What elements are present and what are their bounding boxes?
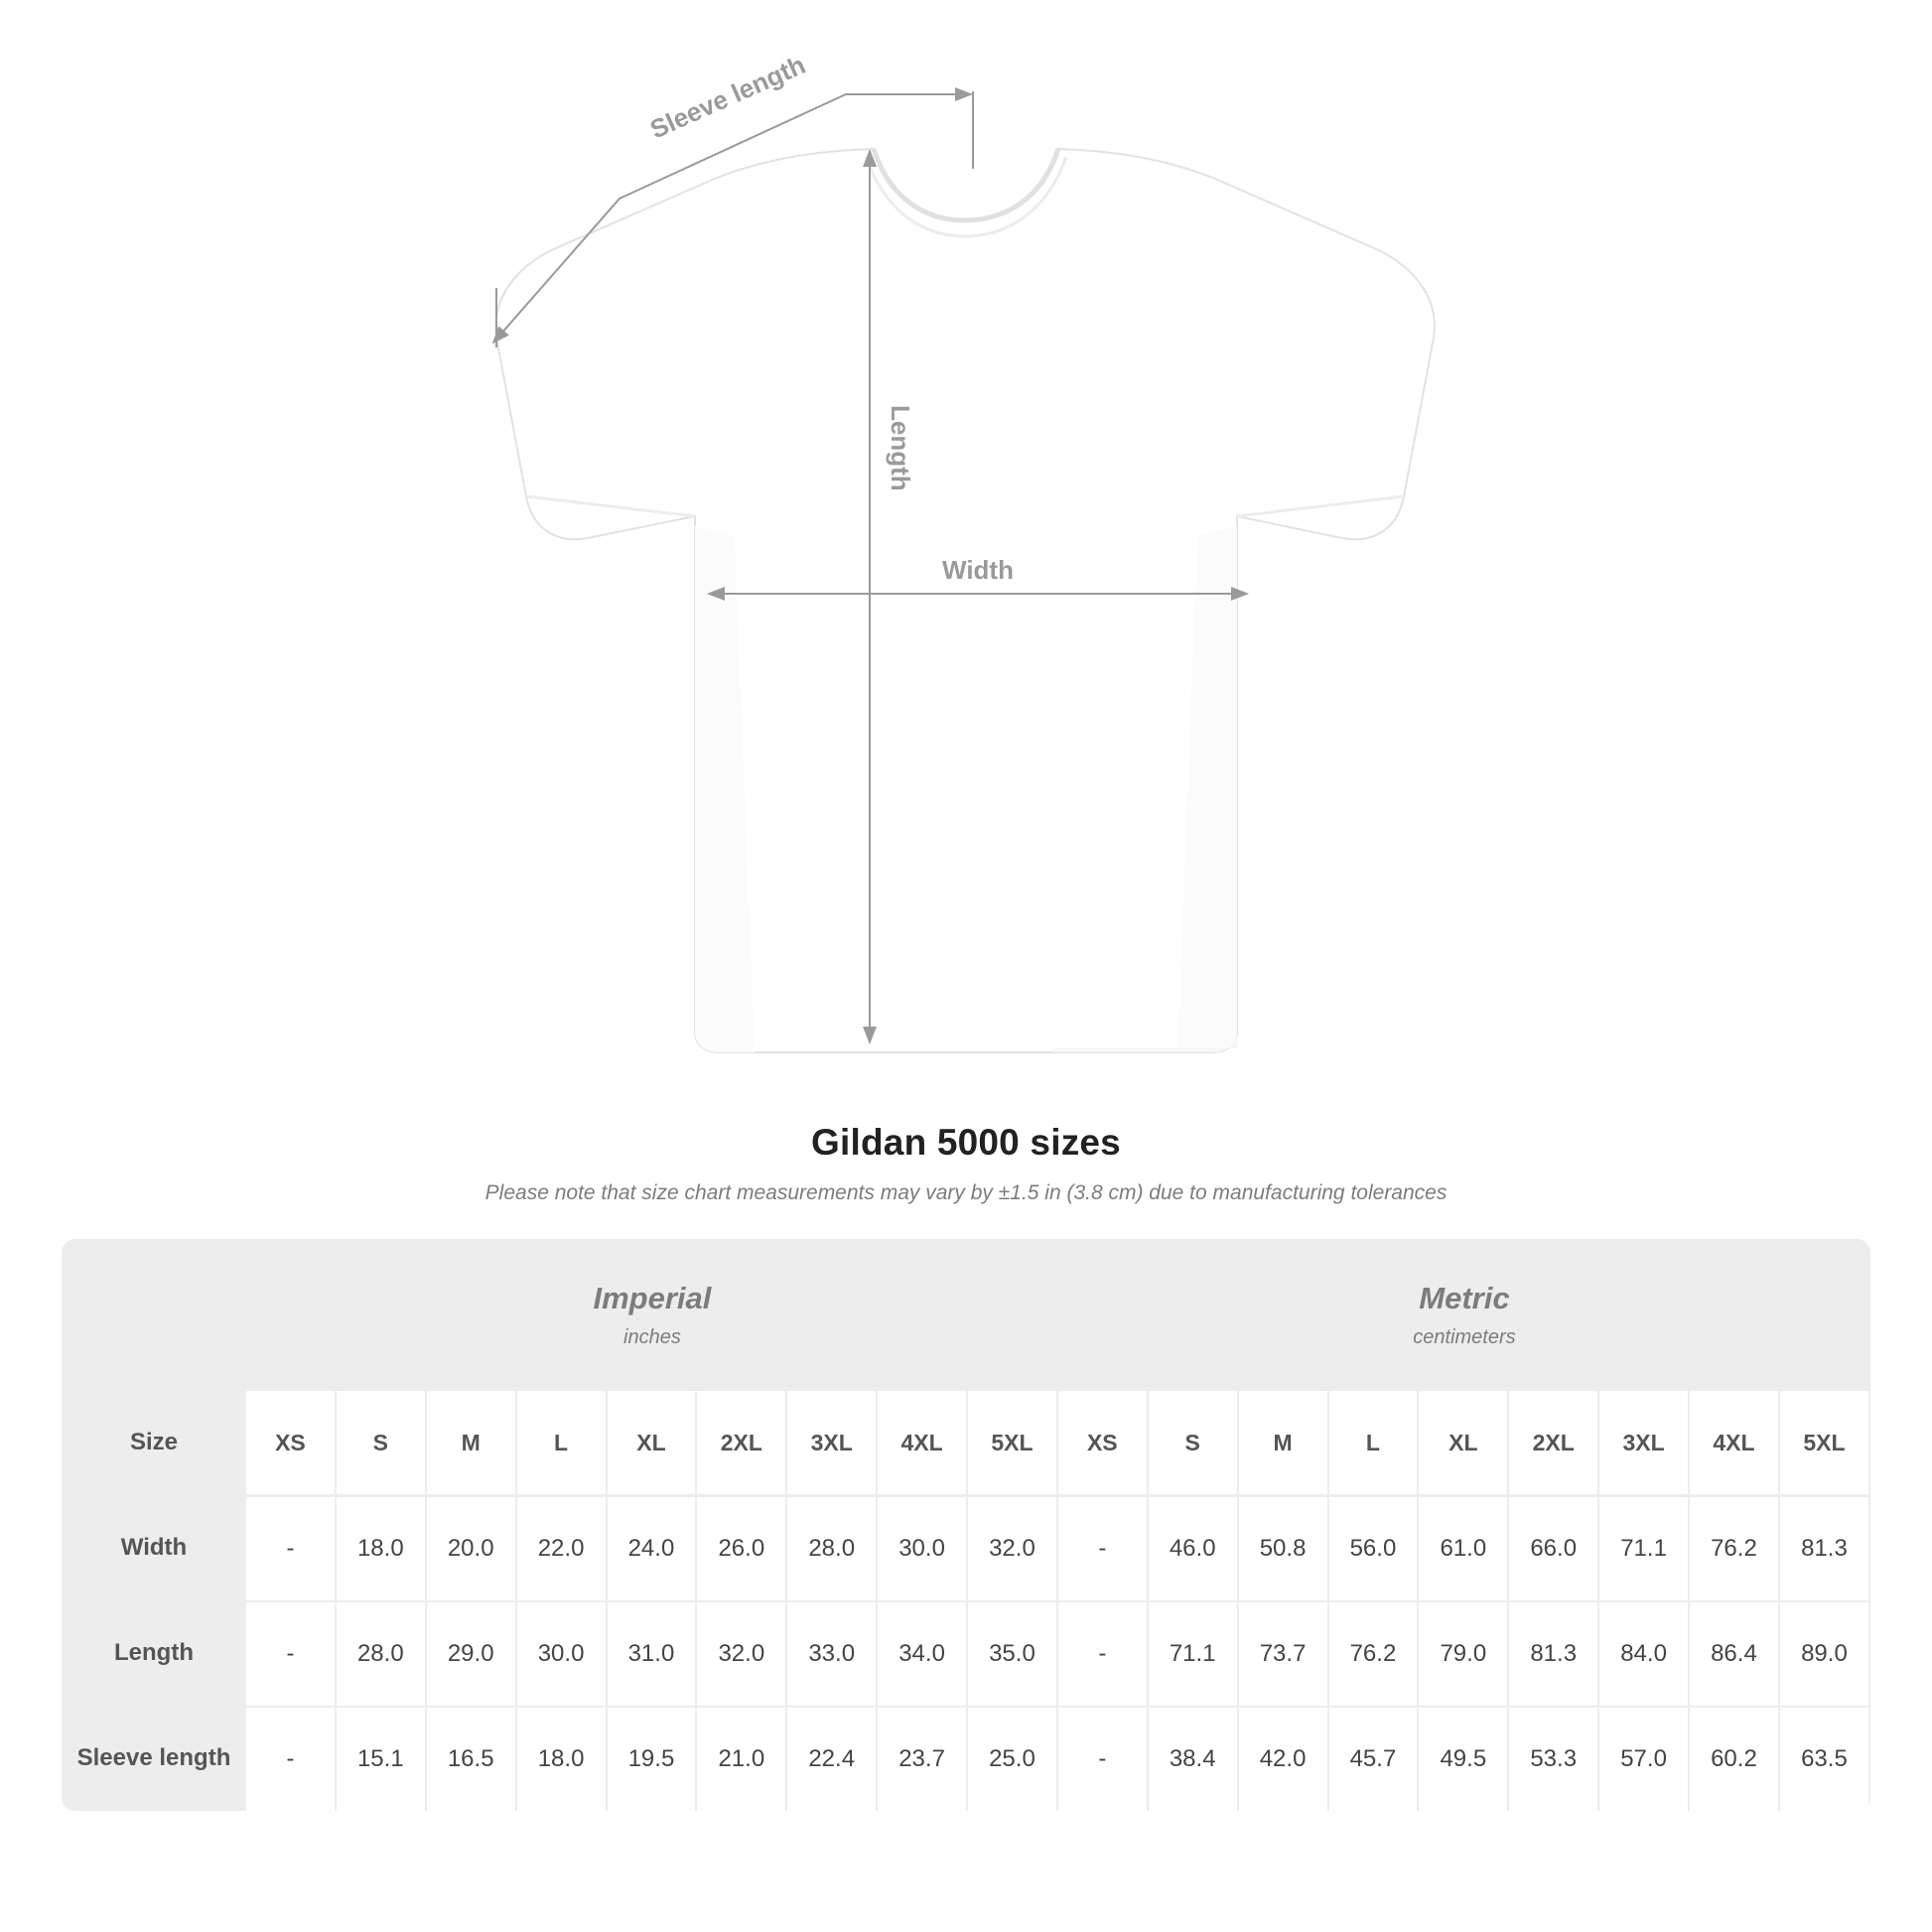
unit-sub-imperial: inches (623, 1325, 681, 1348)
size-head-imp-l: L (517, 1390, 608, 1495)
row-label-length: Length (62, 1600, 246, 1706)
size-label: Size (62, 1390, 246, 1495)
cell-length-met-xs: - (1058, 1600, 1149, 1706)
size-head-met-3xl: 3XL (1599, 1390, 1690, 1495)
tolerance-note: Please note that size chart measurements may vary by ±1.5 in (3.8 cm) due to manufacturing tolerances (484, 1181, 1448, 1204)
title-block (0, 1122, 1932, 1205)
row-label-sleeve-length: Sleeve length (62, 1706, 246, 1811)
cell-width-met-xl: 61.0 (1419, 1495, 1509, 1600)
cell-width-imp-l: 22.0 (517, 1495, 608, 1600)
size-head-met-xl: XL (1419, 1390, 1509, 1495)
cell-sleeve-met-3xl: 57.0 (1599, 1706, 1690, 1811)
unit-spacer (62, 1239, 246, 1390)
tshirt-shape (495, 149, 1434, 1052)
size-table (62, 1239, 1870, 1811)
cell-length-met-xl: 79.0 (1419, 1600, 1509, 1706)
size-head-met-xs: XS (1058, 1390, 1149, 1495)
cell-width-imp-s: 18.0 (337, 1495, 427, 1600)
unit-group-metric (1058, 1239, 1870, 1390)
cell-sleeve-imp-s: 15.1 (337, 1706, 427, 1811)
cell-length-met-3xl: 84.0 (1599, 1600, 1690, 1706)
size-head-imp-xs: XS (246, 1390, 337, 1495)
cell-width-met-4xl: 76.2 (1690, 1495, 1780, 1600)
cell-length-imp-2xl: 32.0 (697, 1600, 787, 1706)
size-head-imp-xl: XL (608, 1390, 698, 1495)
cell-length-met-5xl: 89.0 (1780, 1600, 1870, 1706)
cell-length-imp-m: 29.0 (427, 1600, 517, 1706)
unit-header-row (62, 1239, 1870, 1390)
cell-width-imp-xs: - (246, 1495, 337, 1600)
size-head-met-m: M (1239, 1390, 1329, 1495)
table-row (62, 1600, 1870, 1706)
cell-sleeve-met-s: 38.4 (1149, 1706, 1239, 1811)
unit-sub-metric: centimeters (1413, 1325, 1516, 1348)
cell-sleeve-imp-xs: - (246, 1706, 337, 1811)
table-row (62, 1495, 1870, 1600)
table-row (62, 1706, 1870, 1811)
size-head-met-4xl: 4XL (1690, 1390, 1780, 1495)
size-head-met-5xl: 5XL (1780, 1390, 1870, 1495)
cell-length-met-s: 71.1 (1149, 1600, 1239, 1706)
cell-width-met-l: 56.0 (1329, 1495, 1420, 1600)
cell-length-met-4xl: 86.4 (1690, 1600, 1780, 1706)
cell-width-imp-2xl: 26.0 (697, 1495, 787, 1600)
size-head-met-s: S (1149, 1390, 1239, 1495)
unit-name-metric: Metric (1419, 1280, 1510, 1315)
cell-width-imp-4xl: 30.0 (878, 1495, 968, 1600)
cell-width-imp-m: 20.0 (427, 1495, 517, 1600)
cell-length-imp-4xl: 34.0 (878, 1600, 968, 1706)
cell-width-met-s: 46.0 (1149, 1495, 1239, 1600)
cell-sleeve-imp-3xl: 22.4 (787, 1706, 878, 1811)
cell-width-met-5xl: 81.3 (1780, 1495, 1870, 1600)
page-title: Gildan 5000 sizes (811, 1122, 1121, 1163)
cell-sleeve-met-xl: 49.5 (1419, 1706, 1509, 1811)
cell-sleeve-met-m: 42.0 (1239, 1706, 1329, 1811)
cell-sleeve-met-l: 45.7 (1329, 1706, 1420, 1811)
cell-length-met-2xl: 81.3 (1509, 1600, 1599, 1706)
width-label: Width (942, 555, 1014, 585)
cell-width-imp-3xl: 28.0 (787, 1495, 878, 1600)
length-label: Length (886, 405, 915, 491)
cell-sleeve-met-5xl: 63.5 (1780, 1706, 1870, 1811)
size-head-imp-5xl: 5XL (968, 1390, 1058, 1495)
cell-length-imp-xl: 31.0 (608, 1600, 698, 1706)
size-table-wrapper (62, 1239, 1870, 1811)
cell-length-imp-5xl: 35.0 (968, 1600, 1058, 1706)
cell-sleeve-imp-2xl: 21.0 (697, 1706, 787, 1811)
size-head-imp-m: M (427, 1390, 517, 1495)
size-head-met-l: L (1329, 1390, 1420, 1495)
cell-width-met-3xl: 71.1 (1599, 1495, 1690, 1600)
cell-sleeve-imp-xl: 19.5 (608, 1706, 698, 1811)
cell-sleeve-met-2xl: 53.3 (1509, 1706, 1599, 1811)
cell-width-met-m: 50.8 (1239, 1495, 1329, 1600)
unit-name-imperial: Imperial (593, 1280, 712, 1315)
cell-sleeve-imp-m: 16.5 (427, 1706, 517, 1811)
size-header-row (62, 1390, 1870, 1495)
cell-sleeve-met-xs: - (1058, 1706, 1149, 1811)
size-head-met-2xl: 2XL (1509, 1390, 1599, 1495)
size-head-imp-2xl: 2XL (697, 1390, 787, 1495)
row-label-width: Width (62, 1495, 246, 1600)
cell-length-met-l: 76.2 (1329, 1600, 1420, 1706)
cell-width-imp-5xl: 32.0 (968, 1495, 1058, 1600)
cell-sleeve-met-4xl: 60.2 (1690, 1706, 1780, 1811)
unit-group-imperial (246, 1239, 1058, 1390)
size-head-imp-s: S (337, 1390, 427, 1495)
cell-width-met-xs: - (1058, 1495, 1149, 1600)
cell-length-imp-xs: - (246, 1600, 337, 1706)
cell-width-met-2xl: 66.0 (1509, 1495, 1599, 1600)
cell-width-imp-xl: 24.0 (608, 1495, 698, 1600)
cell-length-met-m: 73.7 (1239, 1600, 1329, 1706)
cell-length-imp-l: 30.0 (517, 1600, 608, 1706)
size-head-imp-3xl: 3XL (787, 1390, 878, 1495)
cell-sleeve-imp-4xl: 23.7 (878, 1706, 968, 1811)
cell-length-imp-s: 28.0 (337, 1600, 427, 1706)
cell-sleeve-imp-5xl: 25.0 (968, 1706, 1058, 1811)
cell-sleeve-imp-l: 18.0 (517, 1706, 608, 1811)
size-head-imp-4xl: 4XL (878, 1390, 968, 1495)
sleeve-length-label: Sleeve length (645, 49, 810, 145)
cell-length-imp-3xl: 33.0 (787, 1600, 878, 1706)
